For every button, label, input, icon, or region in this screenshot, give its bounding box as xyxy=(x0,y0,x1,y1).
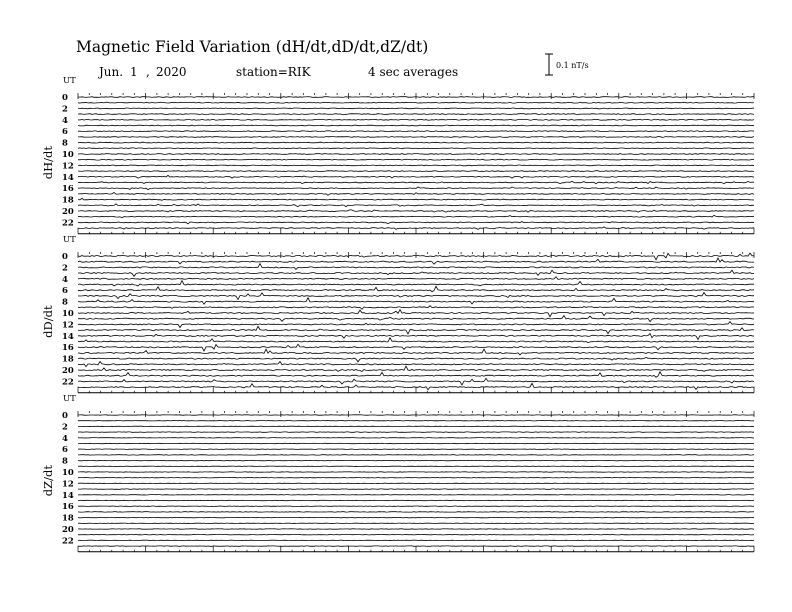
hour-label: 20 xyxy=(62,366,74,376)
hour-label: 14 xyxy=(62,331,74,342)
hour-label: 22 xyxy=(62,218,74,229)
hour-label: 20 xyxy=(62,525,74,535)
trace-row xyxy=(78,286,754,291)
hour-label: 12 xyxy=(62,161,74,172)
hour-label: 6 xyxy=(62,127,68,138)
trace-row xyxy=(78,310,754,317)
hour-label: 10 xyxy=(62,309,74,319)
trace-row xyxy=(78,215,754,218)
trace-row xyxy=(78,102,754,103)
trace-row xyxy=(78,142,754,143)
panel-dD-dt xyxy=(41,235,754,393)
hour-label: 12 xyxy=(62,479,74,490)
hour-label: 20 xyxy=(62,207,74,217)
trace-row xyxy=(78,326,754,334)
trace-row xyxy=(78,108,754,109)
trace-row xyxy=(78,198,754,200)
trace-row xyxy=(78,366,754,371)
trace-row xyxy=(78,349,754,355)
date-year: 2020 xyxy=(156,65,187,79)
trace-row xyxy=(78,372,754,377)
trace-row xyxy=(78,204,754,207)
trace-row xyxy=(78,154,754,155)
hour-label: 10 xyxy=(62,150,74,160)
time-axis-label: UT xyxy=(63,394,76,404)
trace-row xyxy=(78,258,754,264)
scale-bar-label: 0.1 nT/s xyxy=(556,61,589,70)
trace-row xyxy=(78,114,754,115)
panel-dZ-dt xyxy=(41,394,754,552)
trace-row xyxy=(78,165,754,166)
panel-dH-dt xyxy=(41,76,754,234)
trace-row xyxy=(78,193,754,196)
trace-row xyxy=(78,298,754,304)
hour-label: 0 xyxy=(62,93,68,103)
trace-row xyxy=(78,159,754,160)
hour-label: 4 xyxy=(62,274,68,285)
hour-label: 2 xyxy=(62,263,68,274)
date-separator: , xyxy=(146,65,150,79)
trace-row xyxy=(78,171,754,172)
hour-label: 18 xyxy=(62,354,74,365)
trace-row xyxy=(78,125,754,126)
time-axis-label: UT xyxy=(63,235,76,245)
hour-label: 16 xyxy=(62,502,74,513)
trace-row xyxy=(78,264,754,270)
trace-row xyxy=(78,181,754,184)
hour-label: 8 xyxy=(62,138,68,149)
trace-row xyxy=(78,361,754,366)
trace-row xyxy=(78,210,754,212)
hour-label: 22 xyxy=(62,377,74,388)
hour-label: 0 xyxy=(62,252,68,262)
station-label: station=RIK xyxy=(236,65,311,79)
hour-label: 6 xyxy=(62,445,68,456)
panel-ylabel: dZ/dt xyxy=(41,464,55,497)
hour-label: 2 xyxy=(62,422,68,433)
trace-row xyxy=(78,306,754,310)
trace-row xyxy=(78,378,754,385)
hour-label: 4 xyxy=(62,115,68,126)
trace-row xyxy=(78,222,754,224)
time-axis-label: UT xyxy=(63,76,76,86)
hour-label: 14 xyxy=(62,490,74,501)
trace-row xyxy=(78,137,754,138)
date-day: 1 xyxy=(130,65,138,79)
hour-label: 10 xyxy=(62,468,74,478)
hour-label: 16 xyxy=(62,343,74,354)
hour-label: 8 xyxy=(62,297,68,308)
trace-row xyxy=(78,344,754,351)
trace-row xyxy=(78,338,754,343)
panel-ylabel: dH/dt xyxy=(41,145,55,180)
averaging-label: 4 sec averages xyxy=(368,65,459,79)
trace-row xyxy=(78,334,754,340)
hour-label: 12 xyxy=(62,320,74,331)
trace-row xyxy=(78,322,754,328)
trace-row xyxy=(78,187,754,190)
hour-label: 0 xyxy=(62,411,68,421)
trace-row xyxy=(78,119,754,120)
hour-label: 6 xyxy=(62,286,68,297)
hour-label: 4 xyxy=(62,433,68,444)
trace-row xyxy=(78,357,754,361)
trace-row xyxy=(78,281,754,286)
trace-row xyxy=(78,175,754,178)
scale-bar xyxy=(545,54,553,75)
trace-row xyxy=(78,277,754,280)
date-month: Jun. xyxy=(99,65,124,79)
hour-label: 8 xyxy=(62,456,68,467)
trace-row xyxy=(78,270,754,276)
trace-row xyxy=(78,131,754,132)
hour-label: 16 xyxy=(62,184,74,195)
trace-row xyxy=(78,148,754,149)
chart-title: Magnetic Field Variation (dH/dt,dD/dt,dZ/dt) xyxy=(76,38,429,56)
hour-label: 14 xyxy=(62,172,74,183)
hour-label: 22 xyxy=(62,536,74,547)
hour-label: 18 xyxy=(62,513,74,524)
hour-label: 18 xyxy=(62,195,74,206)
trace-row xyxy=(78,293,754,300)
hour-label: 2 xyxy=(62,104,68,115)
panel-ylabel: dD/dt xyxy=(41,305,55,338)
trace-row xyxy=(78,316,754,322)
